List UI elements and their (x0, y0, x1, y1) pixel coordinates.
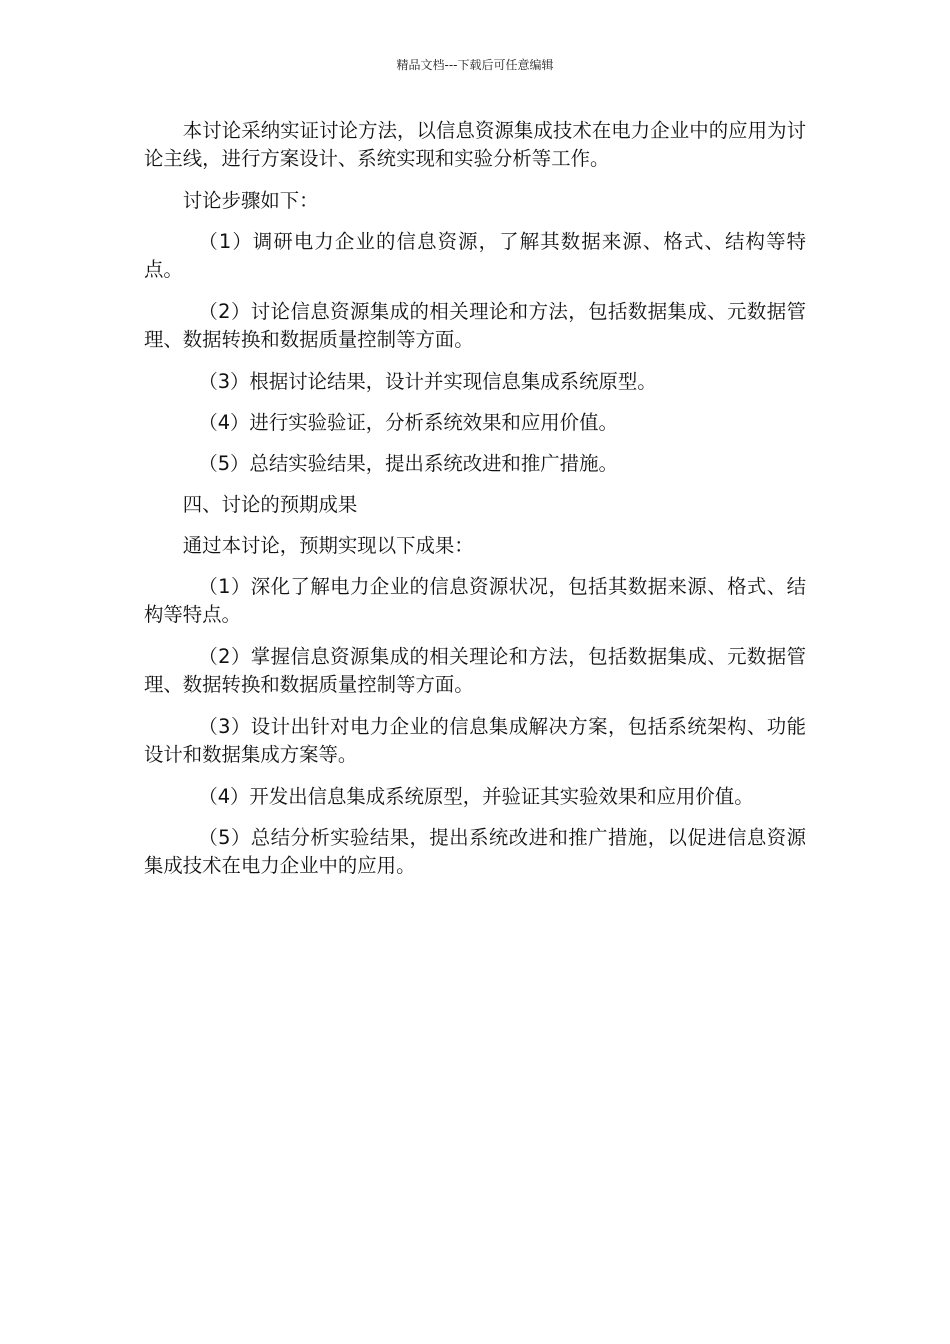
paragraph-result-4: （4）开发出信息集成系统原型，并验证其实验效果和应用价值。 (198, 785, 754, 808)
paragraph-result-5: （5）总结分析实验结果，提出系统改进和推广措施，以促进信息资源集成技术在电力企业中的应用。 (144, 826, 806, 877)
paragraph-result-1: （1）深化了解电力企业的信息资源状况，包括其数据来源、格式、结构等特点。 (144, 575, 806, 626)
paragraph-results-intro: 通过本讨论，预期实现以下成果： (182, 534, 474, 557)
paragraph-step-4: （4）进行实验验证，分析系统效果和应用价值。 (198, 411, 618, 434)
paragraph-intro: 本讨论采纳实证讨论方法，以信息资源集成技术在电力企业中的应用为讨论主线，进行方案设计、系统实现和实验分析等工作。 (144, 119, 806, 170)
paragraph-step-1: （1）调研电力企业的信息资源，了解其数据来源、格式、结构等特点。 (144, 230, 806, 281)
paragraph-result-3: （3）设计出针对电力企业的信息集成解决方案，包括系统架构、功能设计和数据集成方案等。 (144, 715, 806, 766)
page-header: 精品文档---下载后可任意编辑 (396, 58, 554, 72)
section-heading-expected-results: 四、讨论的预期成果 (182, 493, 358, 516)
paragraph-result-2: （2）掌握信息资源集成的相关理论和方法，包括数据集成、元数据管理、数据转换和数据质量控制等方面。 (144, 645, 806, 696)
paragraph-step-2: （2）讨论信息资源集成的相关理论和方法，包括数据集成、元数据管理、数据转换和数据质量控制等方面。 (144, 300, 806, 351)
paragraph-step-3: （3）根据讨论结果，设计并实现信息集成系统原型。 (198, 370, 657, 393)
paragraph-step-5: （5）总结实验结果，提出系统改进和推广措施。 (198, 452, 618, 475)
document-body (144, 117, 806, 894)
paragraph-steps-heading: 讨论步骤如下： (182, 189, 319, 212)
